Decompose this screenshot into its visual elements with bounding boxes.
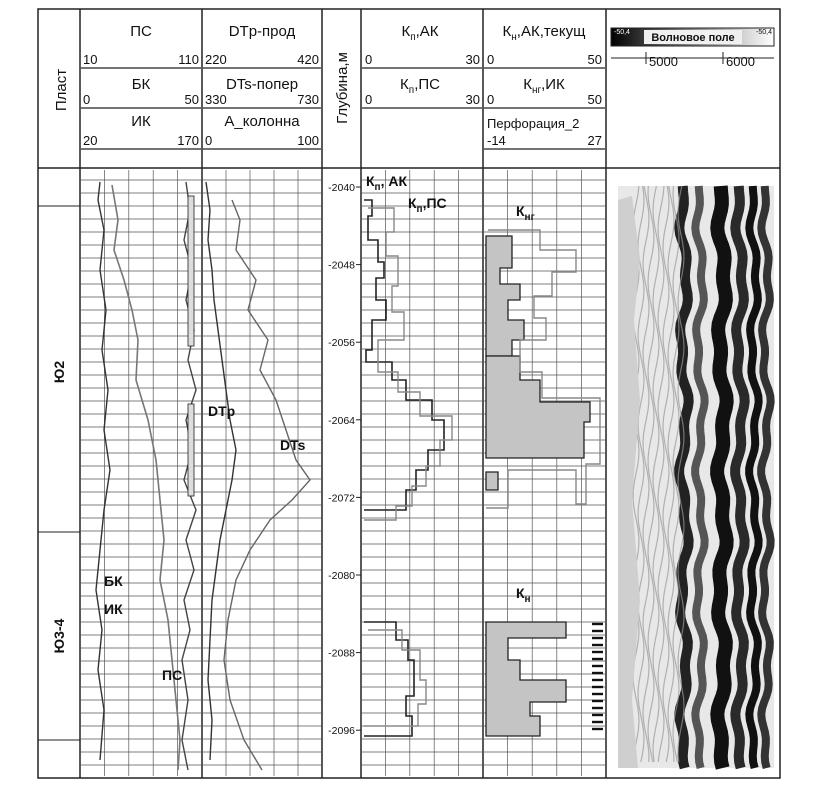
depth-track xyxy=(328,182,361,737)
ik-label: ИК xyxy=(104,601,123,617)
perforation-marks xyxy=(592,622,603,734)
porosity-header xyxy=(362,23,482,108)
kng-ik-scale-max: 50 xyxy=(587,92,602,107)
plast-header: Пласт xyxy=(53,68,70,112)
wave-tick-6000: 6000 xyxy=(726,54,755,69)
kng-ik-scale-min: 0 xyxy=(487,92,495,107)
kp-ps-curve-lower xyxy=(364,630,426,726)
kn-label: $К_н$ xyxy=(516,585,531,605)
layer-label-u2: Ю2 xyxy=(51,360,67,384)
kng-ik-curve-name: $К_{нг},ИК$ xyxy=(523,76,565,96)
ps-bk-ik-track xyxy=(96,182,196,770)
bk-label: БК xyxy=(104,573,123,589)
ps-bk-ik-header xyxy=(81,23,201,149)
perforation-scale-max: 27 xyxy=(587,133,602,148)
kp-ps-scale-max: 30 xyxy=(465,92,480,107)
depth-tick-label: -2064 xyxy=(328,414,355,427)
wave-title: Волновое поле xyxy=(651,32,735,44)
depth-header: Глубина,м xyxy=(334,52,351,124)
wave-tick-5000: 5000 xyxy=(649,54,678,69)
ik-scale-min: 20 xyxy=(83,133,98,148)
kp-ak-curve xyxy=(364,200,444,510)
depth-tick-label: -2088 xyxy=(328,647,355,660)
porosity-track xyxy=(364,173,452,736)
dtp-scale-min: 220 xyxy=(205,52,227,67)
track-grid xyxy=(202,170,322,776)
kng-fill-upper xyxy=(486,236,524,356)
wave-scale-left: -50,4 xyxy=(614,29,630,36)
kp-ps-curve-name: $К_п,ПС$ xyxy=(400,76,440,96)
dts-curve-name: DTs-попер xyxy=(225,76,299,93)
perforation-curve-name: Перфорация_2 xyxy=(487,116,580,131)
ps-scale-max: 110 xyxy=(178,52,199,67)
dtp-label: DTp xyxy=(208,403,236,419)
track-grid xyxy=(361,170,483,776)
saturation-track xyxy=(486,203,603,736)
ps-scale-min: 10 xyxy=(83,52,98,67)
wave-field-image xyxy=(618,186,774,768)
dts-label: DTs xyxy=(280,437,306,453)
depth-tick-label: -2080 xyxy=(328,570,355,582)
perforation-scale-min: -14 xyxy=(487,133,506,148)
depth-tick-label: -2040 xyxy=(328,182,355,194)
bk-scale-min: 0 xyxy=(83,92,91,107)
track-grid xyxy=(80,170,202,776)
kp-ak-label: $К_п$, АК xyxy=(366,173,408,193)
kp-ak-curve-name: $К_п,АК$ xyxy=(401,23,439,43)
dts-curve xyxy=(224,200,310,770)
saturation-header xyxy=(484,23,605,149)
dtp-curve-name: DTp-прод xyxy=(228,23,296,40)
kng-fill-small xyxy=(486,472,498,490)
dts-scale-min: 330 xyxy=(205,92,227,107)
kp-ps-scale-min: 0 xyxy=(365,92,373,107)
depth-tick-label: -2048 xyxy=(328,259,355,272)
kng-label: $К_{нг}$ xyxy=(516,203,535,223)
ik-scale-max: 170 xyxy=(177,133,199,148)
kn-ak-scale-max: 50 xyxy=(587,52,602,67)
dtp-curve xyxy=(206,182,236,760)
layer-label-u34: Ю3-4 xyxy=(51,618,67,654)
wave-scale-right: -50,4 xyxy=(756,29,772,36)
depth-tick-label: -2056 xyxy=(328,337,355,350)
a-kolonna-scale-max: 100 xyxy=(297,133,319,148)
kp-ak-scale-max: 30 xyxy=(465,52,480,67)
kn-ak-scale-min: 0 xyxy=(487,52,495,67)
dts-scale-max: 730 xyxy=(297,92,319,107)
kn-ak-curve-name: $К_н,АК,текущ$ xyxy=(502,23,586,43)
depth-tick-label: -2072 xyxy=(328,492,355,505)
bk-curve-name: БК xyxy=(131,76,151,93)
ps-label: ПС xyxy=(162,667,183,683)
bk-curve xyxy=(96,182,110,760)
ps-curve-name: ПС xyxy=(130,23,152,40)
kp-ak-scale-min: 0 xyxy=(365,52,373,67)
a-kolonna-scale-min: 0 xyxy=(205,133,213,148)
kp-ps-label: $К_п,ПС$ xyxy=(408,195,447,215)
acoustic-track xyxy=(188,182,310,770)
wave-header xyxy=(611,28,774,69)
depth-tick-label: -2096 xyxy=(328,725,355,738)
plast-track xyxy=(38,206,80,740)
acoustic-header xyxy=(203,23,321,149)
a-kolonna-bar-upper xyxy=(188,196,194,346)
dtp-scale-max: 420 xyxy=(297,52,319,67)
a-kolonna-curve-name: А_колонна xyxy=(224,113,300,130)
bk-scale-max: 50 xyxy=(184,92,199,107)
kn-fill-lower xyxy=(486,622,566,736)
kp-ak-curve-lower xyxy=(364,622,414,736)
ik-curve-name: ИК xyxy=(131,113,151,130)
a-kolonna-bar-lower xyxy=(188,404,194,496)
